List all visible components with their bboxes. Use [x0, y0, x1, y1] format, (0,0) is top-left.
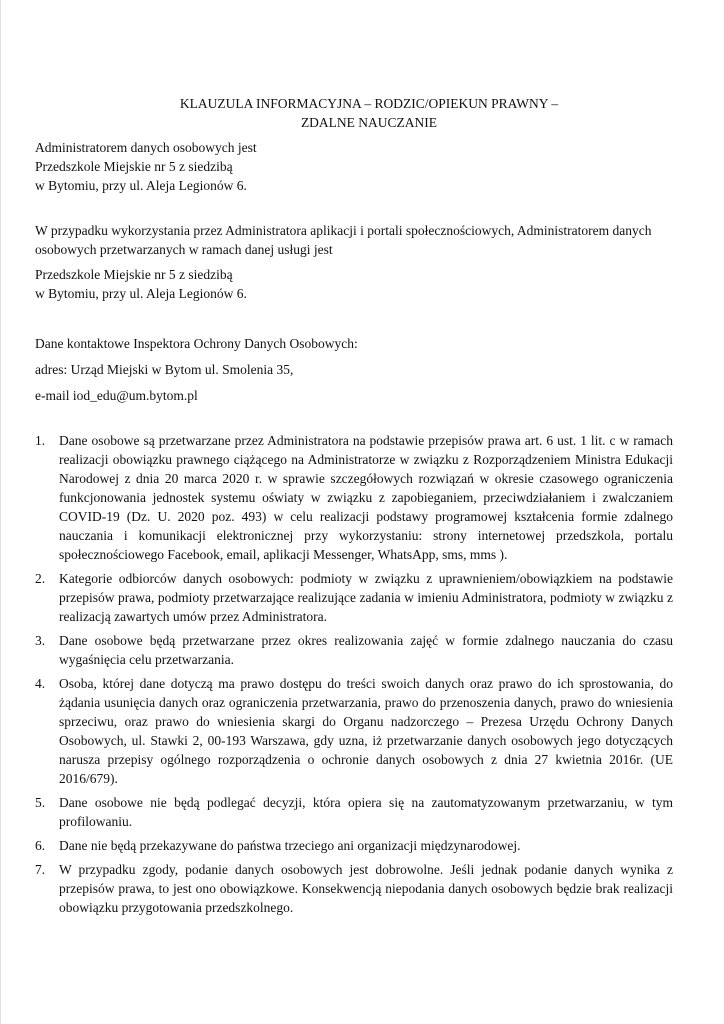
contact-email: e-mail iod_edu@um.bytom.pl: [35, 388, 198, 403]
document-title: [35, 94, 703, 132]
apps-administrator-block: [35, 221, 671, 303]
clause-number: 6.: [35, 838, 46, 853]
clause-item: [35, 836, 673, 855]
clause-text: Dane nie będą przekazywane do państwa trzeciego ani organizacji międzynarodowej.: [59, 838, 521, 853]
clause-text: Dane osobowe będą przetwarzane przez okres realizowania zajęć w formie zdalnego nauczania do czasu wygaśnięcia celu przetwarzania.: [59, 633, 673, 667]
clause-item: [35, 569, 673, 626]
clause-number: 3.: [35, 633, 46, 648]
title-line-2: ZDALNE NAUCZANIE: [300, 115, 438, 130]
clause-item: [35, 431, 673, 564]
clause-text: Osoba, której dane dotyczą ma prawo dostępu do treści swoich danych oraz prawo do ich sprostowania, do żądania usunięcia danych oraz ograniczenia przetwarzania, prawo do przenoszenia danych, prawo do wniesienia sprzeciwu, oraz prawo do wniesienia skargi do Organu nadzorczego – Prezesa Urzędu Ochrony Danych Osobowych, ul. Stawki 2, 00-193 Warszawa, gdy uzna, iż przetwarzanie danych osobowych jego dotyczących narusza przepisy ogólnego rozporządzenia o ochronie danych osobowych z dnia 27 kwietnia 2016r. (UE 2016/679).: [59, 676, 673, 786]
clause-item: [35, 860, 673, 917]
administrator-line: Administratorem danych osobowych jest: [35, 140, 257, 155]
clause-text: W przypadku zgody, podanie danych osobowych jest dobrowolne. Jeśli jednak podanie danych wynika z przepisów prawa, to jest ono obowiązkowe. Konsekwencją niepodania danych osobowych będzie brak realizacji obowiązku przygotowania przedszkolnego.: [59, 862, 673, 915]
apps-intro: W przypadku wykorzystania przez Administratora aplikacji i portali społecznościowych, Administratorem danych osobowych przetwarzanych w ramach danej usługi jest: [35, 223, 652, 257]
clause-number: 4.: [35, 676, 46, 691]
clause-text: Kategorie odbiorców danych osobowych: podmioty w związku z uprawnieniem/obowiązkiem na podstawie przepisów prawa, podmioty przetwarzające realizujące zadania w imieniu Administratora, podmioty w związku z realizacją zawartych umów przez Administratora.: [59, 571, 673, 624]
apps-line: w Bytomiu, przy ul. Aleja Legionów 6.: [35, 286, 247, 301]
clause-number: 7.: [35, 862, 46, 877]
administrator-line: w Bytomiu, przy ul. Aleja Legionów 6.: [35, 178, 247, 193]
contact-block: [35, 334, 671, 412]
clause-text: Dane osobowe są przetwarzane przez Administratora na podstawie przepisów prawa art. 6 ust. 1 lit. c w ramach realizacji obowiązku prawnego ciążącego na Administratorze w związku z Rozporządzeniem Ministra Edukacji Narodowej z dnia 20 marca 2020 r. w sprawie szczegółowych rozwiązań w okresie czasowego ograniczenia funkcjonowania jednostek systemu oświaty w związku z zapobieganiem, przeciwdziałaniem i zwalczaniem COVID-19 (Dz. U. 2020 poz. 493) w celu realizacji podstawy programowej kształcenia formie zdalnego nauczania i komunikacji elektronicznej przy wykorzystaniu: strony internetowej przedszkola, portalu społecznościowego Facebook, email, aplikacji Messenger, WhatsApp, sms, mms ).: [59, 433, 673, 562]
title-line-1: KLAUZULA INFORMACYJNA – RODZIC/OPIEKUN PRAWNY –: [179, 96, 559, 111]
clause-number: 2.: [35, 571, 46, 586]
contact-address: adres: Urząd Miejski w Bytom ul. Smolenia 35,: [35, 362, 294, 377]
administrator-line: Przedszkole Miejskie nr 5 z siedzibą: [35, 159, 233, 174]
clause-list: [35, 431, 673, 922]
contact-heading: Dane kontaktowe Inspektora Ochrony Danych Osobowych:: [35, 336, 358, 351]
clause-item: [35, 793, 673, 831]
clause-number: 5.: [35, 795, 46, 810]
clause-text: Dane osobowe nie będą podlegać decyzji, która opiera się na zautomatyzowanym przetwarzaniu, w tym profilowaniu.: [59, 795, 673, 829]
clause-item: [35, 674, 673, 788]
clause-number: 1.: [35, 433, 46, 448]
apps-line: Przedszkole Miejskie nr 5 z siedzibą: [35, 267, 233, 282]
administrator-block: [35, 138, 671, 195]
clause-item: [35, 631, 673, 669]
